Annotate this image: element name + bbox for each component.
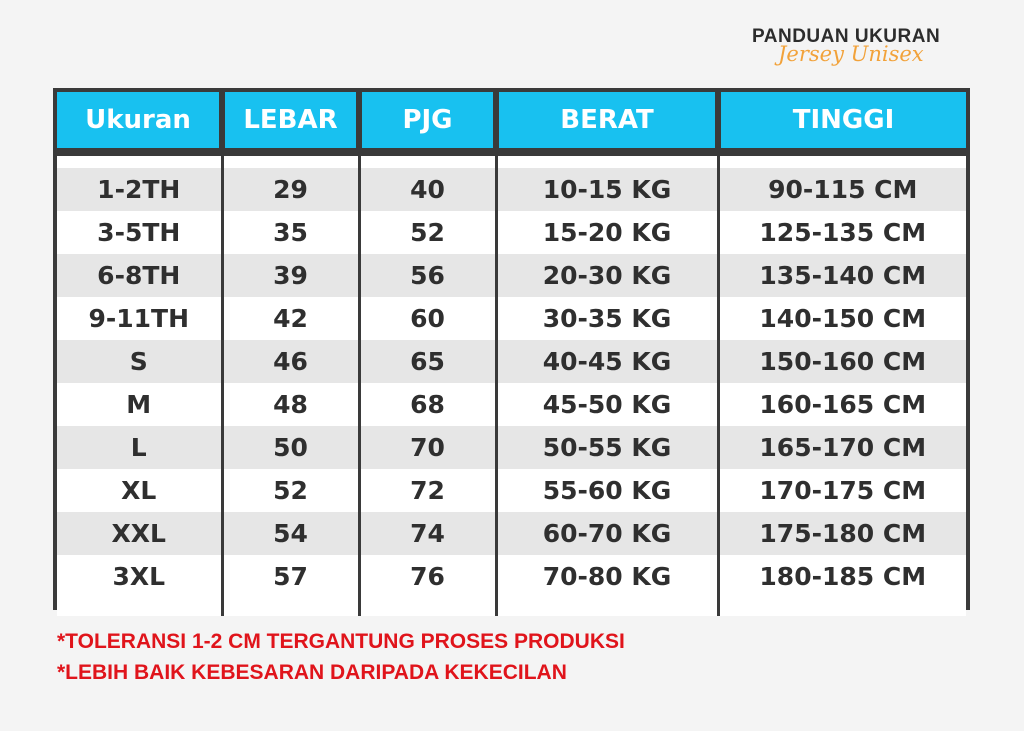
cell-ukuran: S (57, 340, 222, 383)
cell-lebar: 29 (222, 168, 359, 211)
cell-berat: 55-60 KG (496, 469, 718, 512)
cell-lebar: 52 (222, 469, 359, 512)
cell-pjg: 40 (359, 168, 496, 211)
cell-berat: 50-55 KG (496, 426, 718, 469)
table-row (57, 469, 966, 512)
cell-lebar: 54 (222, 512, 359, 555)
cell-berat: 40-45 KG (496, 340, 718, 383)
table-row (57, 168, 966, 211)
cell-lebar: 48 (222, 383, 359, 426)
header-ukuran: Ukuran (57, 92, 222, 152)
note-advice: *LEBIH BAIK KEBESARAN DARIPADA KEKECILAN (57, 661, 567, 684)
cell-pjg: 65 (359, 340, 496, 383)
cell-pjg: 74 (359, 512, 496, 555)
table-spacer (57, 598, 966, 616)
cell-pjg: 56 (359, 254, 496, 297)
cell-tinggi: 165-170 CM (718, 426, 966, 469)
brand-title: PANDUAN UKURAN (752, 26, 941, 47)
cell-lebar: 50 (222, 426, 359, 469)
table-row (57, 340, 966, 383)
cell-tinggi: 140-150 CM (718, 297, 966, 340)
table-row (57, 297, 966, 340)
cell-berat: 10-15 KG (496, 168, 718, 211)
cell-ukuran: 6-8TH (57, 254, 222, 297)
header-berat: BERAT (496, 92, 718, 152)
cell-ukuran: XXL (57, 512, 222, 555)
cell-ukuran: XL (57, 469, 222, 512)
header-lebar: LEBAR (222, 92, 359, 152)
cell-ukuran: 1-2TH (57, 168, 222, 211)
cell-tinggi: 135-140 CM (718, 254, 966, 297)
table-row (57, 426, 966, 469)
cell-ukuran: L (57, 426, 222, 469)
cell-lebar: 57 (222, 555, 359, 598)
cell-tinggi: 160-165 CM (718, 383, 966, 426)
notes (57, 626, 625, 688)
table-header-row (57, 92, 966, 152)
cell-tinggi: 175-180 CM (718, 512, 966, 555)
cell-lebar: 42 (222, 297, 359, 340)
brand-logo (752, 26, 962, 76)
cell-tinggi: 170-175 CM (718, 469, 966, 512)
cell-ukuran: 3XL (57, 555, 222, 598)
cell-ukuran: M (57, 383, 222, 426)
cell-berat: 70-80 KG (496, 555, 718, 598)
table-row (57, 383, 966, 426)
size-chart (53, 88, 970, 610)
size-table (57, 92, 966, 616)
cell-tinggi: 150-160 CM (718, 340, 966, 383)
cell-ukuran: 9-11TH (57, 297, 222, 340)
cell-pjg: 72 (359, 469, 496, 512)
cell-berat: 60-70 KG (496, 512, 718, 555)
cell-pjg: 68 (359, 383, 496, 426)
cell-pjg: 60 (359, 297, 496, 340)
cell-lebar: 39 (222, 254, 359, 297)
table-row (57, 555, 966, 598)
cell-tinggi: 125-135 CM (718, 211, 966, 254)
table-spacer (57, 152, 966, 168)
table-row (57, 512, 966, 555)
cell-tinggi: 90-115 CM (718, 168, 966, 211)
header-tinggi: TINGGI (718, 92, 966, 152)
cell-berat: 45-50 KG (496, 383, 718, 426)
cell-berat: 20-30 KG (496, 254, 718, 297)
cell-lebar: 46 (222, 340, 359, 383)
cell-pjg: 76 (359, 555, 496, 598)
cell-berat: 30-35 KG (496, 297, 718, 340)
cell-lebar: 35 (222, 211, 359, 254)
cell-berat: 15-20 KG (496, 211, 718, 254)
cell-pjg: 70 (359, 426, 496, 469)
cell-pjg: 52 (359, 211, 496, 254)
table-body (57, 152, 966, 616)
header-pjg: PJG (359, 92, 496, 152)
table-row (57, 211, 966, 254)
brand-subtitle: Jersey Unisex (778, 42, 924, 66)
table-row (57, 254, 966, 297)
cell-ukuran: 3-5TH (57, 211, 222, 254)
cell-tinggi: 180-185 CM (718, 555, 966, 598)
note-tolerance: *TOLERANSI 1-2 CM TERGANTUNG PROSES PRODUKSI (57, 630, 625, 653)
